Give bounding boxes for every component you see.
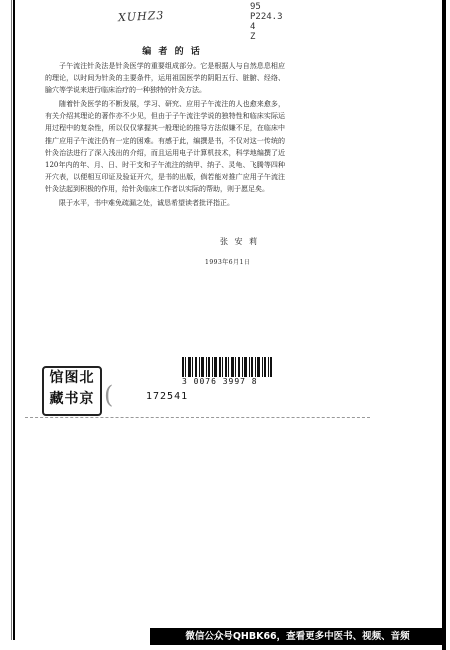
scan-right-border	[442, 0, 446, 650]
library-stamp	[42, 366, 102, 416]
stamp-line: 馆图北	[49, 370, 95, 386]
scan-edge-shadow	[11, 0, 12, 640]
library-call-number	[250, 2, 283, 42]
call-number-line: P224.3	[250, 12, 283, 22]
preface-paragraph: 限于水平，书中难免疏漏之处，诚恳希望读者批评指正。	[59, 199, 234, 208]
divider-line	[25, 417, 370, 418]
handwritten-note: XUHZ3	[117, 8, 165, 25]
barcode	[182, 357, 272, 377]
preface-title: 编 者 的 话	[142, 47, 202, 57]
preface-author: 张 安 莉	[220, 237, 260, 246]
preface-paragraph: 子午流注针灸法是针灸医学的重要组成部分。它是根据人与自然息息相应的理论，以时间为针灸的主要条件，运用祖国医学的阴阳五行、脏腑、经络、腧穴等学说来进行临床治疗的一种独特的针灸方法。	[45, 62, 285, 95]
preface-body	[45, 60, 285, 209]
promo-banner: 微信公众号QHBK66，查看更多中医书、视频、音频	[150, 628, 445, 645]
scan-left-border	[13, 0, 15, 640]
preface-paragraph: 随着针灸医学的不断发展，学习、研究、应用子午流注的人也愈来愈多，有关介绍其理论的著作亦不少见，但由于子午流注学说的独特性和临床实际运用过程中的复杂性，所以仅仅掌握其一般理论的推导方法似嫌不足，在临床中推广应用子午流注仍有一定的困难。有感于此，编撰是书，不仅对这一传统的针灸治法进行了深入浅出的介绍，而且运用电子计算机技术，科学地编撰了近120年内的年、月、日、时干支和子午流注的纳甲、纳子、灵龟、飞腾等四种开穴表，以便相互印证及验证开穴，是书的出版，倘若能对推广应用子午流注针灸法起到积极的作用，给针灸临床工作者以实际的帮助，则于愿足矣。	[45, 100, 285, 193]
call-number-line: Z	[250, 32, 256, 42]
call-number-line: 4	[250, 22, 256, 32]
preface-date: 1993年6月1日	[205, 259, 251, 266]
barcode-number: 3 0076 3997 8	[182, 377, 258, 386]
call-number-line: 95	[250, 2, 261, 12]
stamp-line: 藏书京	[49, 391, 95, 407]
faded-stamp-mark: (	[104, 381, 114, 409]
accession-number: 172541	[146, 391, 189, 402]
